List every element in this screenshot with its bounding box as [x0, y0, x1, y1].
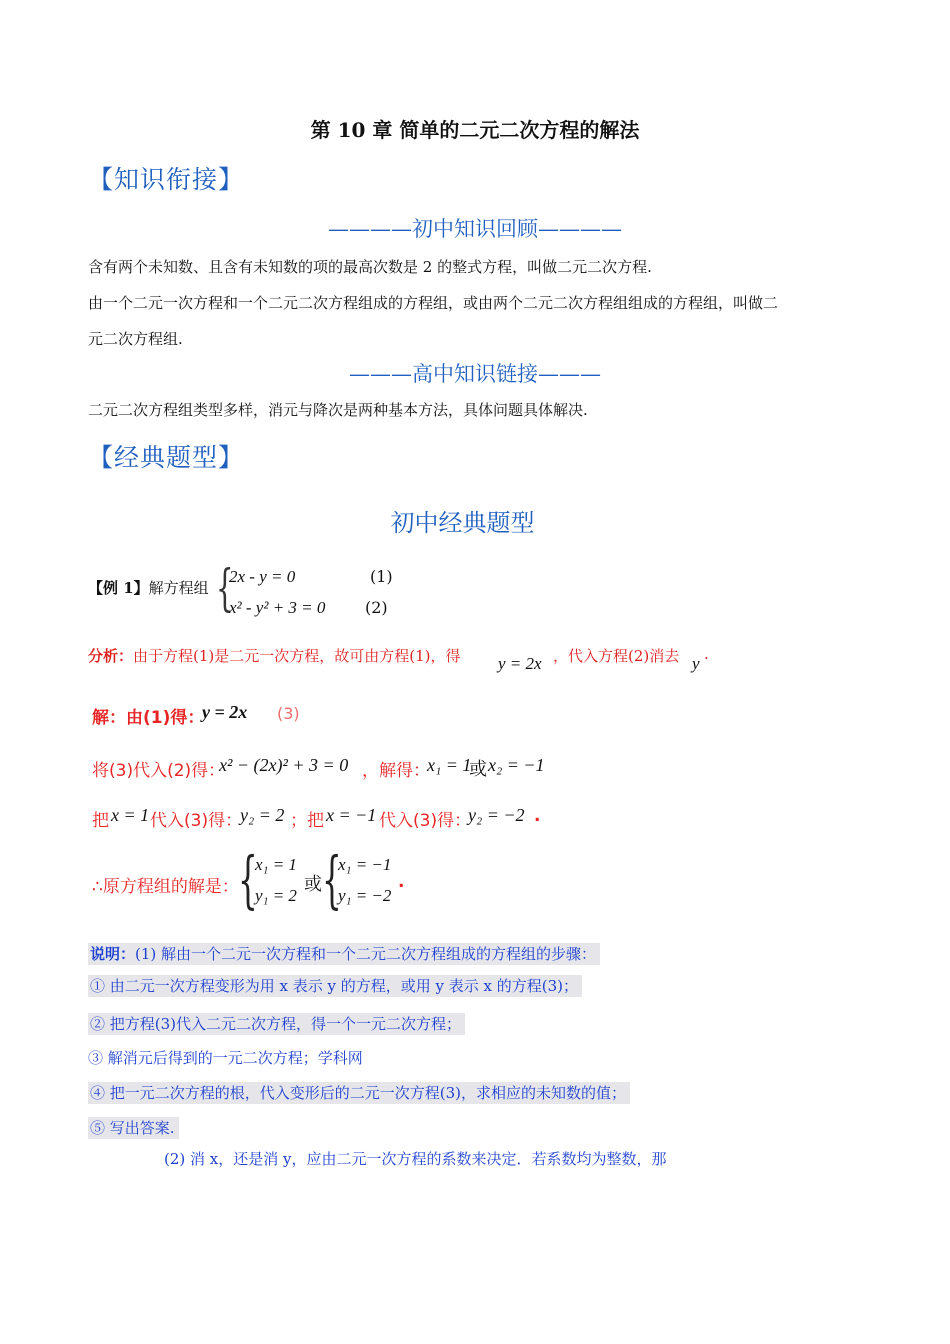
solution-brace-2: { [322, 843, 342, 916]
review-paragraph-2-line1: 由一个二元一次方程和一个二元二次方程组成的方程组，或由两个二元二次方程组组成的方程组，叫做二 [88, 294, 779, 312]
review-paragraph-2-line2: 元二次方程组. [88, 330, 183, 348]
notes-label: 说明： [90, 945, 136, 963]
system-equation-2-tag: (2) [365, 598, 388, 617]
notes-step-1-text: ① 由二元一次方程变形为用 x 表示 y 的方程，或用 y 表示 x 的方程(3)； [88, 975, 582, 997]
solution-line-3-b: x = 1 [111, 805, 150, 825]
analysis-label: 分析： [88, 647, 134, 665]
notes-step-2-text: ② 把方程(3)代入二元二次方程，得一个一元二次方程； [88, 1013, 465, 1035]
notes-step-3 [88, 1047, 363, 1068]
solution-line-2-root2: x₂ = −1 [488, 755, 545, 775]
solution-line-4-text: ∴原方程组的解是： [92, 877, 239, 897]
solution-2-y: y₁ = −2 [338, 886, 392, 905]
review-paragraph-1: 含有两个未知数、且含有未知数的项的最高次数是 2 的整式方程，叫做二元二次方程. [88, 258, 652, 276]
solution-2-x: x₁ = −1 [338, 855, 392, 874]
example-1-label [88, 577, 209, 598]
notes-intro: (1) 解由一个二元一次方程和一个二元二次方程组成的方程组的步骤： [135, 945, 597, 963]
solution-line-3-a: 把 [92, 811, 109, 831]
solution-line-2-expr: x² − (2x)² + 3 = 0 [219, 755, 349, 775]
section-heading-classic: 【经典题型】 [88, 443, 245, 472]
solution-brace-1: { [238, 843, 258, 916]
solution-line-1-label: 解：由(1)得： [92, 708, 205, 728]
analysis-expression-2: y [692, 654, 700, 673]
analysis-expression-1: y = 2x [498, 654, 542, 673]
solution-line-3-f: x = −1 [326, 805, 377, 825]
notes-intro-highlight [88, 943, 600, 965]
solution-line-3-h: y₂ = −2 [468, 805, 525, 825]
solution-line-1-expr: y = 2x [202, 702, 248, 722]
analysis-text-2: ，代入方程(2)消去 [553, 647, 680, 665]
solution-line-2-root1: x₁ = 1 [427, 755, 472, 775]
system-brace: { [216, 559, 234, 617]
section-heading-knowledge: 【知识衔接】 [88, 165, 245, 194]
example-label: 【例 1】 [88, 579, 149, 597]
solution-line-4-end: . [398, 872, 405, 892]
junior-classic-title: 初中经典题型 [390, 509, 535, 537]
example-text: 解方程组 [148, 579, 209, 597]
solution-line-3-e: ；把 [290, 811, 324, 831]
review-heading: ————初中知识回顾———— [328, 217, 622, 241]
notes-step-4 [88, 1082, 630, 1103]
notes-step-3-text: ③ 解消元后得到的一元二次方程；学科网 [88, 1049, 363, 1067]
link-paragraph: 二元二次方程组类型多样，消元与降次是两种基本方法，具体问题具体解决. [88, 401, 588, 419]
system-equation-1-tag: (1) [370, 567, 393, 586]
system-equation-1: 2x - y = 0 [229, 567, 296, 586]
analysis-text-1: 由于方程(1)是二元一次方程，故可由方程(1)，得 [133, 647, 461, 665]
solution-1-x: x₁ = 1 [255, 855, 297, 874]
solution-line-3-d: y₂ = 2 [240, 805, 285, 825]
notes-step-5 [88, 1117, 179, 1138]
solution-line-3-end: . [534, 806, 541, 826]
solution-line-1-tag: (3) [277, 704, 300, 723]
notes-step-4-text: ④ 把一元二次方程的根，代入变形后的二元一次方程(3)，求相应的未知数的值； [88, 1082, 630, 1104]
analysis-end: . [704, 645, 709, 663]
notes-step-1 [88, 975, 582, 996]
notes-point-2: (2) 消 x，还是消 y，应由二元一次方程的系数来决定．若系数均为整数，那 [164, 1150, 667, 1168]
solution-line-2-text: 将(3)代入(2)得： [92, 761, 226, 781]
solution-line-3-g: 代入(3)得： [379, 811, 472, 831]
notes-intro-line [88, 943, 600, 964]
page-title: 第 10 章 简单的二元二次方程的解法 [310, 118, 640, 142]
solution-or: 或 [304, 874, 322, 895]
system-equation-2: x² - y² + 3 = 0 [229, 598, 326, 617]
link-heading: ———高中知识链接——— [349, 362, 601, 386]
notes-step-2 [88, 1013, 465, 1034]
solution-line-2-or: 或 [469, 759, 487, 780]
analysis-line [88, 645, 461, 666]
solution-line-2-mid: ，解得： [362, 761, 430, 781]
solution-line-3-c: 代入(3)得： [150, 811, 243, 831]
notes-step-5-text: ⑤ 写出答案. [88, 1117, 179, 1139]
solution-1-y: y₁ = 2 [255, 886, 297, 905]
